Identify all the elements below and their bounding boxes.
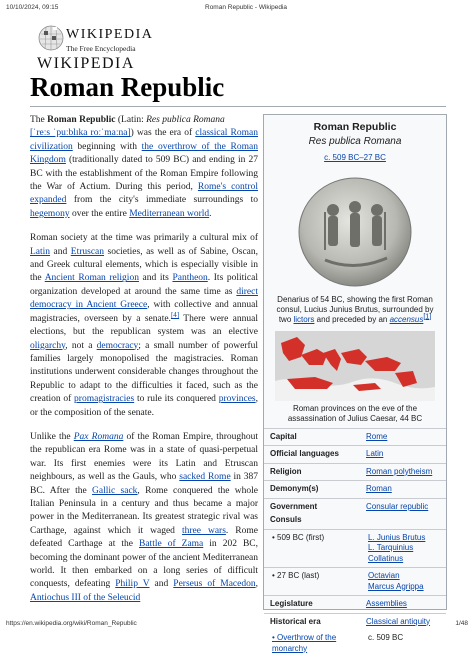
link-latin[interactable]: Latin <box>30 246 51 257</box>
infobox-row-first-consuls <box>264 529 446 568</box>
link-lictors[interactable]: lictors <box>293 314 315 324</box>
wikipedia-wordmark-large: WIKIPEDIA <box>37 55 135 72</box>
text: (Latin: <box>115 115 147 125</box>
print-page-title: Roman Republic - Wikipedia <box>205 4 288 11</box>
text: over the entire <box>69 208 130 219</box>
link-octavian[interactable]: Octavian <box>368 571 400 580</box>
ipa-link[interactable]: [ˈreːs ˈpuːblɪka roːˈmaːna] <box>30 128 131 139</box>
text: and <box>50 246 71 257</box>
text: from the city's immediate surroundings to <box>66 195 258 206</box>
page-title: Roman Republic <box>30 72 225 102</box>
link-three-wars[interactable]: three wars <box>181 525 226 536</box>
text: societies, as well as of Sabine, Oscan, and Greek cultural elements, which is especially visible in the <box>30 246 258 284</box>
text: in 387 BC. After the <box>30 472 259 496</box>
link-democracy[interactable]: democracy <box>96 340 139 351</box>
row-label: • 27 BC (last) <box>272 571 320 580</box>
row-label: • 509 BC (first) <box>272 532 325 542</box>
text: Roman society at the time was primarily a cultural mix of <box>30 233 258 244</box>
text: beginning with <box>72 141 142 152</box>
infobox-title: Roman Republic <box>313 121 397 133</box>
link-promagistracies[interactable]: promagistracies <box>74 394 135 405</box>
article-body <box>30 114 258 616</box>
link-battle-of-zama[interactable]: Battle of Zama <box>139 539 204 550</box>
paragraph-society <box>30 232 258 420</box>
link-ancient-roman-religion[interactable]: Ancient Roman religion <box>44 273 139 284</box>
text: , not a <box>65 340 97 351</box>
row-label: Consuls <box>270 515 302 524</box>
link-direct-democracy[interactable]: direct democracy in Ancient Greece <box>30 286 258 311</box>
link-etruscan[interactable]: Etruscan <box>70 246 105 257</box>
link-sacked-rome[interactable]: sacked Rome <box>179 472 231 483</box>
print-page-number: 1/48 <box>455 620 468 627</box>
overthrow-date: c. 509 BC <box>368 633 404 642</box>
text: . <box>209 208 212 219</box>
wikipedia-wordmark[interactable]: WIKIPEDIA <box>66 27 154 42</box>
text: to rule its conquered <box>134 394 219 405</box>
link-pax-romana[interactable]: Pax Romana <box>73 431 124 442</box>
text: . Rome defeated Carthage at the <box>30 525 258 550</box>
link-assemblies[interactable]: Assemblies <box>366 599 407 608</box>
infobox-row-religion <box>264 463 446 481</box>
link-classical-antiquity[interactable]: Classical antiquity <box>366 616 431 626</box>
infobox-row-demonym <box>264 480 446 498</box>
coin-caption <box>264 292 446 325</box>
link-pantheon[interactable]: Pantheon <box>172 273 208 284</box>
infobox <box>263 114 447 653</box>
infobox-row-government <box>264 498 446 516</box>
text: The <box>30 115 48 125</box>
text: ; a small number of powerful families largely monopolised the magistracies. Roman institutions underwent considerable changes throughout the Republic to adapt to the difficulties it faced, such as the creation of <box>30 340 258 405</box>
text: Unlike the <box>30 431 74 442</box>
link-philip-v[interactable]: Philip V <box>115 579 150 590</box>
link-tarquinius-collatinus[interactable]: L. Tarquinius Collatinus <box>368 543 414 563</box>
article-subject-bold: Roman Republic <box>47 115 116 125</box>
infobox-row-legislature <box>264 595 446 613</box>
link-classical-roman-civilization[interactable]: classical Roman civilization <box>30 128 258 152</box>
link-rome-control-expanded[interactable]: Rome's control expanded <box>30 182 258 206</box>
link-provinces[interactable]: provinces <box>218 394 256 405</box>
row-label: Capital <box>270 431 297 441</box>
text: and preceded by an <box>314 314 390 324</box>
text: . Its political organization developed at around the same time as <box>30 273 258 297</box>
text: (traditionally dated to 509 BC) and ending in 27 BC with the establishment of the Roman Empire following the War of Actium. During this period, <box>30 155 258 193</box>
link-junius-brutus[interactable]: L. Junius Brutus <box>368 532 426 542</box>
infobox-row-capital <box>264 428 446 446</box>
text: ) was the era of <box>130 128 196 139</box>
title-divider <box>30 106 446 107</box>
row-label: Legislature <box>270 599 313 608</box>
paragraph-intro <box>30 114 258 221</box>
wikipedia-tagline: The Free Encyclopedia <box>66 44 136 53</box>
link-roman[interactable]: Roman <box>366 484 392 493</box>
infobox-subtitle: Res publica Romana <box>308 135 402 147</box>
infobox-row-consuls <box>264 515 446 529</box>
infobox-row-historical-era <box>264 613 446 631</box>
infobox-row-languages <box>264 445 446 463</box>
paragraph-wars <box>30 431 258 605</box>
infobox-row-overthrow <box>264 630 446 657</box>
infobox-dates <box>264 153 446 164</box>
row-label: Historical era <box>270 616 321 626</box>
text: , <box>255 579 258 590</box>
text: in 202 BC, becoming the dominant power of the ancient Mediterranean world. It then embarked on a long series of difficult conquests, defeating <box>30 539 259 590</box>
row-label: Demonym(s) <box>270 484 319 493</box>
text: of the Roman Empire, throughout the republican era Rome was in a state of quasi-perpetual war. Its first enemies were its Latin and Etruscan neighbours, as well as the Gauls, who <box>30 431 259 483</box>
link-overthrow-roman-kingdom[interactable]: the overthrow of the Roman Kingdom <box>30 141 258 166</box>
link-overthrow-monarchy[interactable]: • Overthrow of the monarchy <box>272 633 337 653</box>
row-label: Religion <box>270 466 302 476</box>
link-perseus-of-macedon[interactable]: Perseus of Macedon <box>173 579 256 590</box>
link-roman-polytheism[interactable]: Roman polytheism <box>366 466 433 476</box>
text: , Rome conquered the whole Italian Peninsula in a century and thus became a major power in the Mediterranean. Its greatest strategic rival was Carthage, against which it waged <box>30 485 259 536</box>
row-label: Government <box>270 501 318 511</box>
wikipedia-globe-icon[interactable] <box>38 25 64 51</box>
latin-name: Res publica Romana <box>146 115 225 125</box>
link-antiochus-iii[interactable]: Antiochus III of the Seleucid <box>30 592 141 603</box>
infobox-dates-link[interactable]: c. 509 BC–27 BC <box>324 153 386 162</box>
citation-link[interactable]: [4] <box>170 310 180 319</box>
link-hegemony[interactable]: hegemony <box>30 208 70 219</box>
infobox-row-last-consuls <box>264 567 446 595</box>
citation-link[interactable]: [1] <box>423 312 432 320</box>
link-marcus-agrippa[interactable]: Marcus Agrippa <box>368 581 424 591</box>
link-mediterranean-world[interactable]: Mediterranean world <box>129 208 210 219</box>
text: , or the composition of the senate. <box>30 394 258 418</box>
map-caption: Roman provinces on the eve of the assassination of Julius Caesar, 44 BC <box>287 403 423 423</box>
text: There were annual elections, but the republican system was an elective <box>30 313 258 338</box>
text: and <box>149 579 174 590</box>
row-label: Official languages <box>270 449 339 458</box>
print-url: https://en.wikipedia.org/wiki/Roman_Republic <box>6 620 137 627</box>
link-oligarchy[interactable]: oligarchy <box>30 340 66 351</box>
text: , with collective and annual magistracies, overseen by a senate. <box>30 300 258 324</box>
denarius-coin-image[interactable] <box>295 172 415 292</box>
link-gallic-sack[interactable]: Gallic sack <box>92 485 138 496</box>
text: Denarius of 54 BC, showing the first Roman consul, Lucius Junius Brutus, surrounded by two <box>276 294 434 324</box>
text: and its <box>138 273 173 284</box>
print-datetime: 10/10/2024, 09:15 <box>6 4 59 11</box>
roman-provinces-map[interactable] <box>275 331 435 401</box>
link-accensus[interactable]: accensus <box>389 314 424 324</box>
link-latin-language[interactable]: Latin <box>366 449 384 458</box>
link-rome[interactable]: Rome <box>366 431 388 441</box>
link-consular-republic[interactable]: Consular republic <box>366 501 429 511</box>
